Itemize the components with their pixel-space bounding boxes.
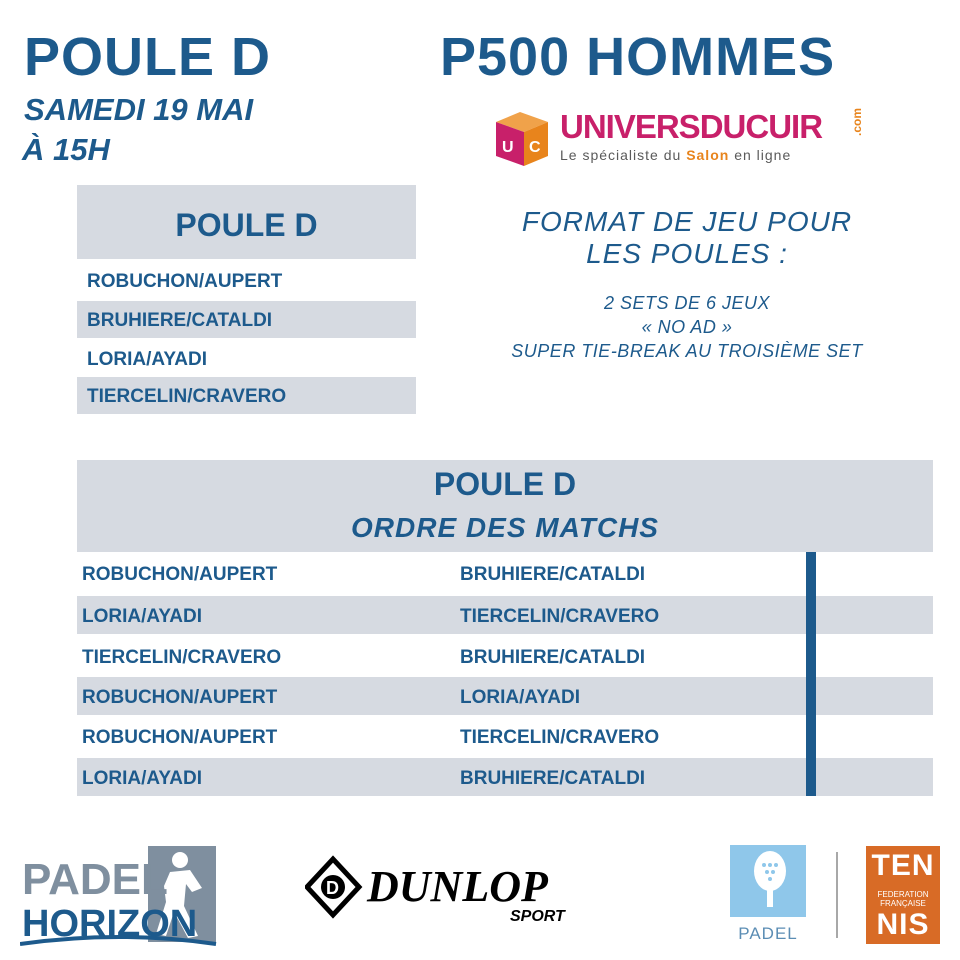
matches-subtitle: ORDRE DES MATCHS xyxy=(351,512,659,543)
padel-horizon-logo xyxy=(20,840,220,950)
match-row: ROBUCHON/AUPERT BRUHIERE/CATALDI xyxy=(82,564,646,585)
match-row: ROBUCHON/AUPERT TIERCELIN/CRAVERO xyxy=(82,727,660,748)
dunlop-logo xyxy=(305,855,665,925)
pool-title: POULE D xyxy=(24,27,272,87)
padel-horizon-text-2: HORIZON xyxy=(22,903,198,945)
time-line: À 15H xyxy=(22,132,110,167)
matches-title: POULE D xyxy=(433,466,577,502)
date-line: SAMEDI 19 MAI xyxy=(24,92,254,127)
fft-mid-text: FEDERATION FRANÇAISE xyxy=(877,890,929,908)
team-row: TIERCELIN/CRAVERO xyxy=(77,377,416,414)
team-row: ROBUCHON/AUPERT xyxy=(87,271,283,292)
format-heading-1: FORMAT DE JEU POUR xyxy=(521,206,853,237)
padel-racket-logo xyxy=(730,845,806,917)
fft-tennis-logo xyxy=(866,846,940,944)
sponsor-tagline: Le spécialiste du Salon en ligne xyxy=(560,147,792,163)
svg-text:D: D xyxy=(326,878,339,898)
universducuir-cube-logo xyxy=(490,108,554,170)
match-row: TIERCELIN/CRAVERO BRUHIERE/CATALDI xyxy=(82,647,646,668)
format-rule-2: « NO AD » xyxy=(641,317,733,337)
padel-label: PADEL xyxy=(738,924,798,943)
team-row: BRUHIERE/CATALDI xyxy=(77,301,416,338)
padel-horizon-text-1: PADEL xyxy=(22,855,168,904)
logo-separator xyxy=(836,852,838,938)
pool-box-title: POULE D xyxy=(175,207,318,243)
fft-bottom-text: NIS xyxy=(876,908,930,941)
sponsor-name: UNIVERSDUCUIR xyxy=(560,108,823,145)
svg-text:U: U xyxy=(502,139,514,156)
pool-box-header xyxy=(77,185,416,259)
format-heading-2: LES POULES : xyxy=(586,238,788,269)
event-title: P500 HOMMES xyxy=(440,27,836,87)
match-row: LORIA/AYADI BRUHIERE/CATALDI xyxy=(77,758,933,796)
match-row: LORIA/AYADI TIERCELIN/CRAVERO xyxy=(77,596,933,634)
fft-top-text: TEN xyxy=(871,849,935,882)
matches-header xyxy=(77,460,933,552)
dunlop-text: DUNLOP xyxy=(367,862,548,911)
sponsor-domain: .com xyxy=(850,108,864,137)
match-row: ROBUCHON/AUPERT LORIA/AYADI xyxy=(77,677,933,715)
format-rule-3: SUPER TIE-BREAK AU TROISIÈME SET xyxy=(511,341,863,361)
format-rule-1: 2 SETS DE 6 JEUX xyxy=(603,293,771,313)
team-row: LORIA/AYADI xyxy=(87,349,208,370)
matches-vertical-bar xyxy=(806,552,816,796)
svg-text:C: C xyxy=(529,139,541,156)
dunlop-sport-text: SPORT xyxy=(510,908,565,925)
